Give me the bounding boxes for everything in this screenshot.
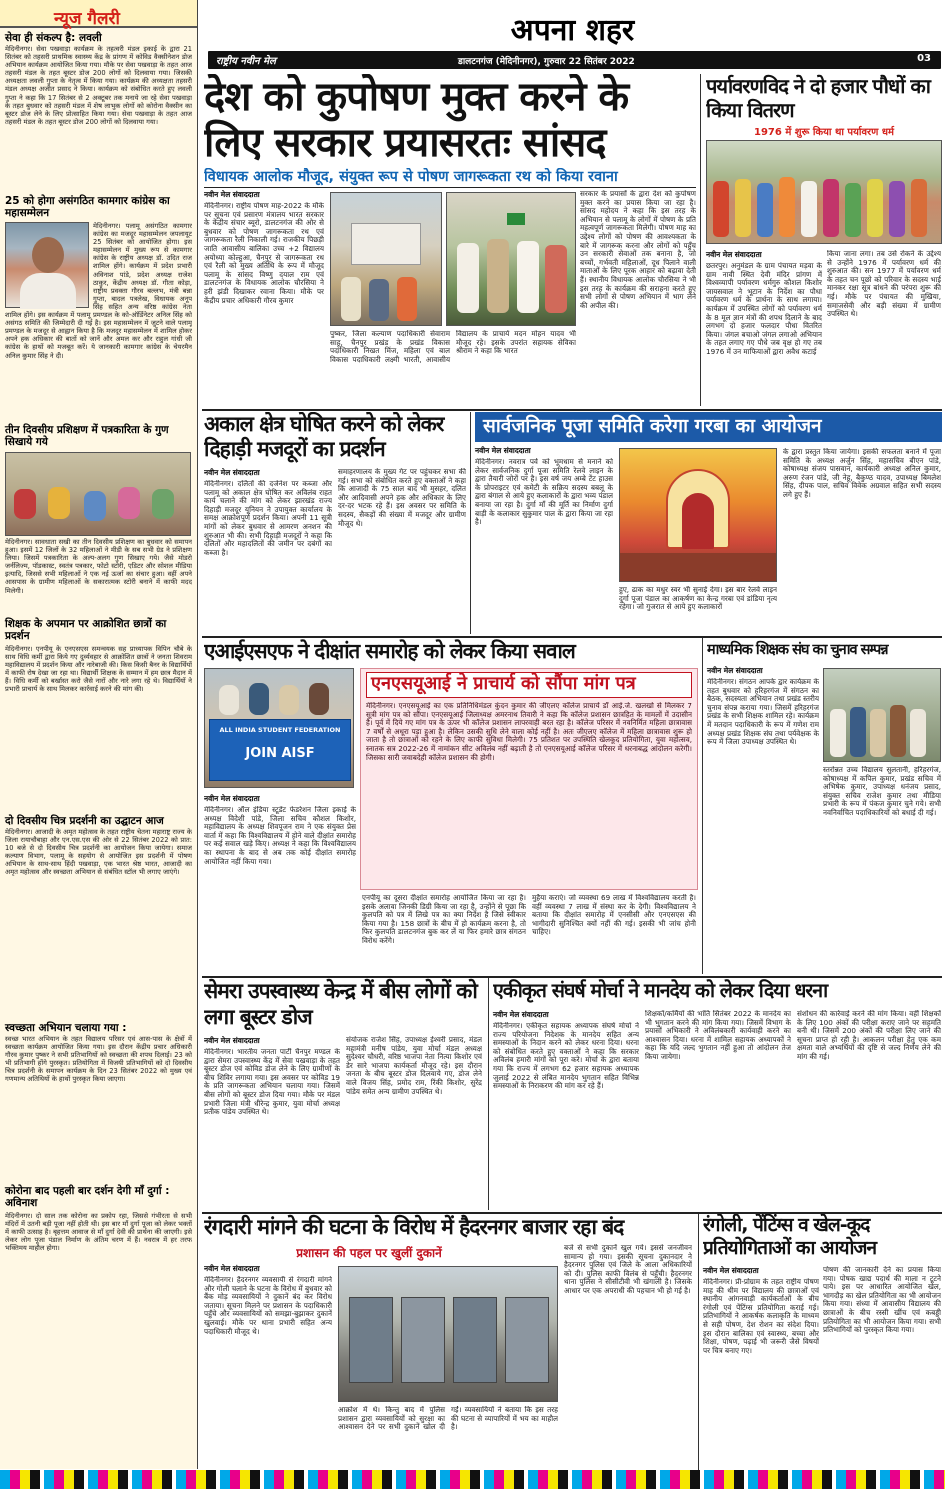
left-item-title: कोरोना बाद पहली बार दर्शन देगी माँ दुर्गा : अविनाश <box>5 1185 170 1209</box>
left-item-title: 25 को होगा असंगठित कामगार कांग्रेस का महासम्मेलन <box>5 195 170 219</box>
garba-story <box>470 412 942 634</box>
drought-byline: नवीन मेल संवाददाता <box>204 468 260 477</box>
garba-pandal-photo <box>619 448 777 582</box>
morcha-byline: नवीन मेल संवाददाता <box>493 1010 549 1019</box>
left-item-body: मेदिनीनगर। एनपीयू के एनएसएस समन्वयक सह प्राध्यापक विपिन चौबे के साथ विधि कर्मी द्वारा किये गए दुर्व्यवहार से आक्रोशित छात्रों ने जनता शिवराम महाविद्यालय में प्रदर्शन किया और नारेबाजी की। किस किसी बैनर के विद्यार्थियों में काफी रोष देखा जा रहा था। विद्यार्थी शिक्षक के सम्मान में हम छात्र मैदान में हैं। विधि कर्मी को बर्खास्त करो जैसे नारों और नारे लगा रहे थे। विद्यार्थियों ने प्रभारी प्राचार्य के साथ मिलकर कार्रवाई करने की मांग की। <box>5 645 192 694</box>
environment-story <box>700 74 942 406</box>
rangoli-col2: पोषण की जानकारी देने का प्रयास किया गया। पोषक खाद्य पदार्थ की माला न टूटने पाये। इस पर आधारित आयोजित खेल, भागदौड़ का खेल प्रतियोगिता का भी आयोजन किया गया। संध्या में आवासीय विद्यालय की छात्राओं के बीच रस्सी खींच एवं कबड्डी प्रतियोगिता का भी आयोजन किया गया। सभी प्रतिभागियों को पुरस्कृत किया गया। <box>823 1266 941 1335</box>
rangoli-col1: मेदिनीनगर। प्री-प्रोग्राम के तहत राष्ट्रीय पोषण माह की थीम पर विद्यालय की छात्राओं एवं स्थानीय आंगनवाड़ी कार्यकर्ताओं के बीच रंगोली एवं पेंटिंग्स प्रतियोगिता कराई गई। प्रतिभागियों ने आकर्षक कलाकृति के माध्यम से सही पोषण, देश रोशन का संदेश दिया। इस दौरान बालिका एवं स्वास्थ्य, बच्चा और शिक्षा, पोषण, पढ़ाई भी जरूरी जैसे विषयों पर चित्र बनाए गए। <box>703 1278 819 1355</box>
left-item-body: स्वच्छ भारत अभियान के तहत विद्यालय परिसर एवं आस-पास के क्षेत्रों में स्वच्छता कार्यक्रम आयोजित किया गया। इस दौरान केंद्रीय प्रचार अधिकारी गौरव कुमार पुष्कर ने सभी प्रतिभागियों को स्वच्छता की शपथ दिलाई। 23 को भी प्रतिभागी होंगे पुरस्कृत। प्रतियोगिता में विजयी प्रतिभागियों को दो दिवसीय चित्र प्रदर्शनी के समापन कार्यक्रम के दिन 23 सितंबर 2022 को मुख्य एवं गणमान्य अतिथियों के हाथों पुरस्कृत किया जाएगा। <box>5 1035 192 1084</box>
left-item-body: मेदिनीनगर। आजादी के अमृत महोत्सव के तहत राष्ट्रीय चेतना महाराष्ट्र राज्य के जिला रायाचौबाहा और एन.एस.एस की ओर से 22 सितंबर 2022 को प्रात: 10 बजे से दो दिवसीय चित्र प्रदर्शनी का आयोजन किया जायेगा। समाज कल्याण विभाग, पलामू के सहयोग से आयोजित इस प्रदर्शनी में पोषण अभियान के साथ-साथ हिंदी पखवाड़ा, एक भारत श्रेष्ठ भारत, आजादी का अमृत महोत्सव और स्वच्छता अभियान से संबंधित स्टॉल भी लगाए जाएंगे। <box>5 828 192 877</box>
rangoli-story <box>698 1214 942 1470</box>
rangoli-headline: रंगोली, पेंटिंग्स व खेल-कूद प्रतियोगिताओं का आयोजन <box>703 1214 877 1259</box>
left-item-body: मेदिनीनगर। दो साल तक कोरोना का प्रकोप रहा, जिससे गंभीरता से सभी मंदिरों में उतनी बड़ी पूजा नहीं होती थी। इस बार माँ दुर्गा पूजा को लेकर भक्तों में काफी उत्साह है। बृहत्तम आवाज से माँ दुर्गा देवी की प्रार्थना की जाएगी। इसे लेकर लोग पूजा पंडाल निर्माण के अंतिम चरण में हैं। नवरात्र में हर तरफ भक्तिमय माहौल होगा। <box>5 1212 192 1253</box>
teacher-union-byline: नवीन मेल संवाददाता <box>707 666 763 675</box>
left-item-title: शिक्षक के अपमान पर आक्रोशित छात्रों का प्रदर्शन <box>5 618 167 642</box>
bandh-headline: रंगदारी मांगने की घटना के विरोध में हैदरनगर बाजार रहा बंद <box>204 1215 624 1239</box>
teacher-union-headline: माध्यमिक शिक्षक संघ का चुनाव सम्पन्न <box>707 642 888 658</box>
nsui-body: मेदिनीनगर। एनएसयूआई का एक प्रतिनिधिमंडल कुंदन कुमार की जीएलए कॉलेज प्राचार्य डॉ आई.जे. खलखो से मिलकर 7 सूत्री मांग पत्र को सौंपा। एनएसयूआई जिलाध्यक्ष अमरनाथ तिवारी ने कहा कि कॉलेज प्रशासन छात्रहित के मामलों में उदासीन है। पूर्व में दिये गए मांग पत्र के ऊपर भी कॉलेज प्रशासन लापरवाही बरत रहा है। कॉलेज परिसर में नवनिर्मित महिला छात्रावास 7 वर्षों से अधूरा पड़ा हुआ है। लेकिन उसकी सुधि लेने वाला कोई नहीं है। अतः जीएलए कॉलेज में महिला छात्रावास शुरू हो जाता है तो छात्राओं को रहने के लिए काफी सुविधा मिलेगी। 75 प्रतिशत पर उपस्थिति खेलकूद प्रतियोगिता, युवा महोत्सव, स्नातक सत्र 2022-26 में नामांकन सीट अविलंब नहीं बढ़ाती है तो एनएसयूआई कॉलेज परिसर में धरनाबद्ध आंदोलन करेगी। जिसका सारी जवाबदेही कॉलेज प्रशासन की होगी। <box>366 702 692 762</box>
drought-headline: अकाल क्षेत्र घोषित करने को लेकर दिहाड़ी मजदूरों का प्रदर्शन <box>204 412 444 461</box>
aisf-col2: एनपीयू का दूसरा दीक्षांत समारोह आयोजित किया जा रहा है। इसके अलावा जिनकी डिग्री किया जा रहा है, उन्होंने से पूछा कि कुलपति को पत्र में लिखे पत्र का क्या निर्देश है जिसे स्वीकार किया गया है। 158 छात्रों के बीच में हो कार्यक्रम करना है, तो फिर कुलपति डालटनगंज बुक कर लें या फिर हमारे छात्र संगठन विरोध करेंगे। <box>362 894 526 945</box>
booster-headline: सेमरा उपस्वास्थ्य केन्द्र में बीस लोगों को लगा बूस्टर डोज <box>204 979 477 1029</box>
aisf-banner-text: ALL INDIA STUDENT FEDERATION <box>219 726 341 734</box>
lead-col1: मेदिनीनगर। राष्ट्रीय पोषण माह-2022 के मौके पर सूचना एवं प्रसारण मंत्रालय भारत सरकार के केंद्रीय संचार ब्यूरो, डालटनगंज की ओर से बुधवार को पोषण जागरूकता रथ एवं जागरूकता रैली निकाली गई। राजकीय पिछड़ी जाति आवासीय बालिका उच्च +2 विद्यालय अयोध्या कोल्हुआ, चैनपुर से जागरूकता रथ एवं रैली को मुख्य अतिथि के रूप में मौजूद पलामू के सांसद विष्णु दयाल राम एवं डालटनगंज के विधायक आलोक चौरसिया ने हरी झंडी दिखाकर रवाना किया। मौके पर केंद्रीय प्रचार अधिकारी गौरव कुमार <box>204 202 324 305</box>
lead-photo-flag <box>446 192 576 326</box>
morcha-col3: संशोधन की कार्रवाई करने की मांग किया। वहीं शिक्षकों के लिए 100 अंकों की परीक्षा कराए जाने पर सहमति बनी थी। जिसमें 200 अंकों की परीक्षा लिए जाने की सूचना प्राप्त हो रही है। आकलन परीक्षा हेतु एक कम क्षमता वाले अभ्यर्थियों की दृष्टि से जल्द निर्णय लेने की मांग की गई। <box>797 1010 941 1061</box>
bandh-col1: मेदिनीनगर। हैदरनगर व्यवसायी से रंगदारी मांगने और गोली चलाने के घटना के विरोध में बुधवार को बैंक मोड़ व्यवसायियों ने दुकानें बंद कर विरोध जताया। सूचना मिलने पर प्रशासन के पदाधिकारी पहुँचे और व्यवसायियों को समझा-बुझाकर दुकानें खुलवाई। मौके पर थाना प्रभारी सहित अन्य पदाधिकारी मौजूद थे। <box>204 1276 332 1336</box>
training-photo <box>5 452 191 536</box>
aisf-col1: मेदिनीनगर। ऑल इंडिया स्टूडेंट फेडरेशन जिला इकाई के अध्यक्ष विदेशी पांडे, जिला सचिव कौशल किशोर, महाविद्यालय के अध्यक्ष शिवपूजन राम ने एक संयुक्त प्रेस वार्ता में कहा कि विश्वविद्यालय में होने वाले दीक्षांत समारोह पर कई सवाल खड़े किए। अध्यक्ष ने कहा कि विश्वविद्यालय का स्थापना के बाद से अब तक कोई दीक्षांत समारोह आयोजित नहीं किया गया। <box>204 806 356 866</box>
environment-col2: किया जाना लगा। तब उसे रोकने के उद्देश्य से उन्होंने 1976 में पर्यावरण धर्म की शुरुआत की। सन 1977 में पर्यावरण धर्म के तहत चन पूछो को परिवार के सदस्य भाई मानकर रक्षा सूत्र बांधने की परंपरा शुरू की गई। मौके पर पंचायत की मुखिया, समाजसेवी और बड़ी संख्या में ग्रामीण उपस्थित थे। <box>827 250 941 319</box>
left-item-body: मेदिनीनगर। सेवा पखवाड़ा कार्यक्रम के तहत्वरी मंडल इकाई के द्वारा 21 सितंबर को तहसरी प्राथमिक स्वास्थ्य केंद्र के प्रांगण में कोविड वैक्सीनेशन डोज अभियान कार्यक्रम आयोजित किया गया। मौके पर सेवा पखवाड़ा के तहत आज तहसरी मंडल के तहत बूस्टर डोज 200 लोगों को दिलवाया गया। जिसकी अध्यक्षता लवली गुप्ता के नेतृत्व में किया गया। कार्यक्रम की अध्यक्षता तहसरी मंडल अध्यक्ष अजीत प्रसाद ने किया। कार्यक्रम को संबोधित करते हुए लवली गुप्ता ने कहा कि 17 सितंबर से 2 अक्टूबर तक मनाये जा रहे सेवा पखवाड़ा के तहत बुधवार को तहसरी मंडल में शेष लाभुक लोगों को कोरोना वैक्सीन का बूस्टर डोज लेने के लिए प्रोत्साहित किया गया। सेवा पखवाड़ा के तहत आज तहसरी मंडल के तहत बूस्टर डोज 200 लोगों को दिलवाया गया। <box>5 45 192 126</box>
teacher-union-photo <box>823 668 941 762</box>
aisf-story <box>204 638 698 974</box>
masthead <box>200 0 945 72</box>
lead-photo-caption: पुष्कर, जिला कल्याण पदाधिकारी सेवाराम साहू, चैनपुर प्रखंड के प्रखंड विकास पदाधिकारी निखत मिंज, महिला एवं बाल विकास पदाधिकारी लक्ष्मी भारती, आवासीय विद्यालय के प्राचार्य मदन मोहन यादव भी मौजूद रहे। इसके उपरांत सहायक सेविका श्रीराम ने कहा कि भारत <box>330 330 576 364</box>
booster-story <box>204 978 484 1210</box>
paper-logo: राष्ट्रीय नवीन मेल <box>216 56 276 67</box>
left-item-title: तीन दिवसीय प्रशिक्षण में पत्रकारिता के गुण सिखाये गये <box>5 424 169 448</box>
news-gallery-title: न्यूज गैलरी <box>54 9 120 29</box>
nsui-headline: एनएसयूआई ने प्राचार्य को सौंपा मांग पत्र <box>366 672 692 698</box>
lead-headline: देश को कुपोषण मुक्त करने के लिए सरकार प्रयासरतः सांसद <box>204 74 629 166</box>
environment-col1: छतरपुर। अनुमंडल के ग्राम पंचायत मड़वा के ग्राम नावी स्थित देवी मंदिर प्रांगण में विश्वव्यापी पर्यावरण धर्मगुरु कौशल किशोर जायसवाल ने भूटान के निर्देश का पौधा पर्यावरण धर्म के प्रार्थना के साथ लगाया। कार्यक्रम में उपस्थित लोगों को पर्यावरण धर्म के 8 मूल ज्ञान मंत्रों की शपथ दिलाने के बाद लगभग दो हजार फलदार पौधा वितरित किया। जंगल बचाओ जंगल लगाओ अभियान के तहत लगाए गए पौधे जब वृक्ष हो गए तब 1976 में उन माफियाओं द्वारा अवैध कटाई <box>706 262 822 356</box>
color-strip <box>0 1470 945 1489</box>
booster-col2: संयोजक राजेश सिंह, उपाध्यक्ष ईश्वरी प्रसाद, मंडल महामंत्री मनीष पांडेय, युवा मोर्चा मंडल अध्यक्ष सुदेश्वर चौधरी, वरिष्ठ भाजपा नेता नित्या किशोर एवं डेर सारे भाजपा कार्यकर्ता मौजूद रहे। इस दौरान जनता के बीच बूस्टर डोज दिलवाये गए, डोज लेने वाले विजय सिंह, प्रमोद राम, रिंकी किशोर, सुरेंद्र पांडेय समेत अन्य ग्रामीण उपस्थित थे। <box>346 1036 482 1096</box>
booster-byline: नवीन मेल संवाददाता <box>204 1036 260 1045</box>
environment-headline: पर्यावरणविद ने दो हजार पौधों का किया वितरण <box>706 74 930 122</box>
aisf-byline: नवीन मेल संवाददाता <box>204 794 260 803</box>
lead-subhead: विधायक आलोक मौजूद, संयुक्त रूप से पोषण जागरूकता रथ को किया रवाना <box>204 168 696 188</box>
teacher-union-story <box>702 638 942 974</box>
aisf-banner-join: JOIN AISF <box>245 746 315 761</box>
news-gallery-header <box>0 0 197 28</box>
news-gallery-column <box>0 0 198 1469</box>
aisf-col3: मुहैया कराएं। जो व्यवस्था 69 लाख में विश्वविद्यालय करती है। वहीं व्यवस्था 7 लाख में संस्था कर के देगी। विश्वविद्यालय ने बताया कि दीक्षांत समारोह में एनसीसी और एनएसएस की भागीदारी सुनिश्चित क्यों नहीं की गई। इसकी भी जांच होनी चाहिए। <box>532 894 696 937</box>
environment-byline: नवीन मेल संवाददाता <box>706 250 762 259</box>
masthead-bar <box>208 51 941 69</box>
environment-photo <box>706 140 942 244</box>
bandh-col2: आक्रोश में थे। किन्तु बाद में पुलिस प्रशासन द्वारा व्यवसायियों को सुरक्षा का आश्वासन देने पर सभी दुकानें खोल दी गईं। व्यवसायियों ने बताया कि इस तरह की घटना से व्यापारियों में भय का माहौल है। <box>338 1406 558 1432</box>
rangoli-byline: नवीन मेल संवाददाता <box>703 1266 759 1275</box>
drought-col2: समाहरणालय के मुख्य गेट पर पहुंचकर सभा की गई। सभा को संबोधित करते हुए वक्ताओं ने कहा कि आजादी के 75 साल बाद भी मुसहर, दलित और आदिवासी अपने हक और अधिकार के लिए दर-दर भटक रहे हैं। इस अवसर पर समिति के सदस्य, सैकड़ों की संख्या में मजदूर और ग्रामीण मौजूद थे। <box>338 468 466 528</box>
bandh-photo <box>338 1266 558 1402</box>
garba-byline: नवीन मेल संवाददाता <box>475 446 531 455</box>
section-title: अपना शहर <box>510 13 635 48</box>
garba-col1: मेदिनीनगर। नवरात्र पर्व को भूमधाम से मनाने को लेकर सार्वजनिक दुर्गा पूजा समिति रेलवे लाइन के द्वारा तैयारी जोरों पर है। इस वर्ष जय अम्बे टेंट हाउस के प्रोपराइटर एवं कमेटी के सक्रिय सदस्य बबलू के द्वारा बंगाल से आये हुए कलाकारों के द्वारा भव्य पंडाल बनाया जा रहा है। दुर्गा माँ की मूर्ति का निर्माण दुर्गा बाड़ी के कलाकार सुकुमार पाल के द्वारा किया जा रहा है। <box>475 458 613 527</box>
lead-story <box>204 74 696 406</box>
teacher-union-col1: मेदिनीनगर। संगठन आपके द्वार कार्यक्रम के तहत बुधवार को हरिहरगंज में संगठन का बैठक, सदस्यता अभियान तथा प्रखंड स्तरीय चुनाव संपन्न कराया गया। जिसमें हरिहरगंज प्रखंड के सभी शिक्षक शामिल रहे। कार्यक्रम में मतदान पदाधिकारी के रूप में गणेश राम अध्यक्ष प्रखंड शिक्षक संघ तथा पर्यवेक्षक के रूप में जिला उपाध्यक्ष उपस्थित थे। <box>707 678 819 747</box>
nsui-story <box>360 668 698 890</box>
dateline: डालटनगंज (मेदिनीनगर), गुरुवार 22 सितंबर 2022 <box>458 57 635 67</box>
page-number: 03 <box>917 53 931 64</box>
booster-col1: मेदिनीनगर। भारतीय जनता पार्टी चैनपुर मण्डल के द्वारा सेमरा उपस्वास्थ्य केंद्र में सेवा पखवाड़ा के तहत बूस्टर डोज एवं कोविड डोज लेने के लिए ग्रामीणों के बीच शिविर लगाया गया। इस अवसर पर कोविड 19 के प्रति जागरूकता अभियान चलाया गया। जिसमें बीस लोगों को बूस्टर डोज दिया गया। मौके पर मंडल प्रभारी जिला मंत्री धीरेन्द्र कुमार, युवा मोर्चा अध्यक्ष प्रतीक पांडेय उपस्थित थे। <box>204 1048 340 1117</box>
garba-col2: हुए, ढाक का मधुर स्वर भी सुनाई देगा। इस बार रेलवे लाइन दुर्गा पूजा पंडाल का आकर्षण का केन्द्र गरबा एवं डांडिया नृत्य रहेगा। जो गुजरात से आये हुए कलाकारों <box>619 586 777 612</box>
left-item-title: सेवा ही संकल्प है: लवली <box>5 32 102 44</box>
morcha-story <box>488 978 942 1210</box>
environment-subhead: 1976 में शुरू किया था पर्यावरण धर्म <box>754 127 894 138</box>
left-item-body: मेदिनीनगर। पलामू असंगठित कामगार कांग्रेस का मजदूर महासम्मेलन जपलायूट 25 सितंबर को आयोजित होगा। इस महासम्मेलन में मुख्य रूप से कामगार कांग्रेस के राष्ट्रीय अध्यक्ष डॉ. उदित राज शामिल होंगे। कार्यक्रम में प्रदेश प्रभारी अविनाश पांडे, प्रदेश अध्यक्ष राजेश ठाकुर, केंद्रीय अध्यक्ष डॉ. गीता कोड़ा, राष्ट्रीय प्रवक्ता गौरव बल्लभ, मंत्री बन्ना गुप्ता, बादल पत्रलेख, विधायक अनूप सिंह सहित अन्य वरिष्ठ कांग्रेस नेता शामिल होंगे। इस कार्यक्रम में पलामू प्रमण्डल के को-ऑर्डिनेटर अनिल सिंह को असंगठ समिति की जिम्मेदारी दी गई है। इस महासम्मेलन में जुटने वाले पलामू प्रमण्डल के मजदूर से आह्वान किया है कि मजदूर महासम्मेलन में शामिल होकर अपने हक अधिकार की बातों को जानें और अमल कर और राहुल गांधी जी कांग्रेस के हाथों को मजबूत करें। ये जानकारी कामगार कांग्रेस के चेयरमैन अनिल कुमार सिंह ने दी। <box>5 222 192 360</box>
left-item-body: मेदिनीनगर। सावधाता सखी का तीन दिवसीय प्रशिक्षण का बुधवार को समापन हुआ। इसमें 12 जिलों के 32 महिलाओं ने मीडी के सब सभी ग्रेड ने प्रशिक्षण लिया। जिसमें पत्रकारिता के अल्प-अलग गुण सिखाए गये। जैसे मोडरो जर्नलिज्म, पॉडकास्ट, स्वतंत्र पत्रकार, फोटो स्टोरी, एडिटर और सोशल मीडिया इत्यादि, जिससे सभी महिलाओं ने एक नई ऊर्जा का संचार हुआ। वहीं अपने आसपास के ग्रामीण महिलाओं के सकारात्मक स्टोरी बनाने में काफी मदद मिलेगी। <box>5 538 192 595</box>
lead-col3: सरकार के प्रयासों के द्वारा देश को कुपोषण मुक्त करने का प्रयास किया जा रहा है। सांसद महोदय ने कहा कि इस तरह के अभियान से पलामू के लोगों में पोषण के प्रति महत्वपूर्ण जागरूकता मिलेगी। पोषण माह का उद्देश्य लोगों को पोषण की आवश्यकता के बारे में जागरूक करना और लोगों को पहुँच उन सरकारी सेवाओं तक बनाना है, जो बच्चों, गर्भवती महिलाओं, दूध पिलाने वाली माताओं के लिए पूरक आहार को बढ़ावा देती हैं। स्थानीय विधायक आलोक चौरसिया ने भी इस तरह के कार्यक्रम की सराहना करते हुए सभी लोगों से पोषण अभियान में भाग लेने की अपील की। <box>580 190 696 310</box>
lead-photo-rally <box>330 192 442 326</box>
aisf-photo <box>204 668 354 788</box>
bandh-story <box>204 1214 694 1470</box>
bandh-col3: बजे से सभी दुकानें खुल गये। इससे जनजीवन सामान्य हो गया। इसकी सूचना दुकानदार ने हैदरनगर पुलिस एवं जिले के आला अधिकारियों को दी। पुलिस काफी विलंब से पहुँची। हैदरनगर थाना पुलिस ने सीसीटीवी भी खंगाली है। जिसके आधार पर एक अपराधी की पहचान भी हो गई है। <box>564 1244 692 1295</box>
lead-byline: नवीन मेल संवाददाता <box>204 190 260 199</box>
bandh-byline: नवीन मेल संवाददाता <box>204 1264 260 1273</box>
morcha-col2: शिक्षकों/कर्मियों की भांति सितंबर 2022 के मानदेय का भी भुगतान करने की मांग किया गया। जिसमें विभाग के प्रयासों अभिकारी ने अविलंबकारी कार्यवाही करने का आश्वासन दिया। धरना में शामिल सहायक अध्यापकों ने कहा कि यदि जल्द भुगतान नहीं हुआ तो आंदोलन तेज किया जायेगा। <box>645 1010 791 1061</box>
left-item-title: दो दिवसीय चित्र प्रदर्शनी का उद्घाटन आज <box>5 815 164 827</box>
left-item-title: स्वच्छता अभियान चलाया गया : <box>5 1022 127 1034</box>
person-photo <box>5 222 89 308</box>
bandh-subhead: प्रशासन की पहल पर खुलीं दुकानें <box>296 1246 442 1260</box>
aisf-headline: एआईएसएफ ने दीक्षांत समारोह को लेकर किया सवाल <box>204 639 575 663</box>
teacher-union-col2: स्तरोन्नत उच्च विद्यालय सुलतानी, हरिहरगंज, कोषाध्यक्ष में कपिल कुमार, प्रखंड सचिव में अभिषेक कुमार, उपाध्यक्ष धनंजय प्रसाद, संयुक्त सचिव राजेश कुमार तथा मीडिया प्रभारी के रूप में पंकज कुमार चुने गये। सभी नवनिर्वाचित पदाधिकारियों को बधाई दी गई। <box>823 766 941 817</box>
garba-col3: के द्वारा प्रस्तुत किया जायेगा। इसकी सफलता बनाने में पूजा समिति के अध्यक्ष अर्जुन सिंह, महासचिव बीएन पांडे, कोषाध्यक्ष संजय पासवान, कार्यकारी अध्यक्ष अनिल कुमार, अरुण रंजन पांडे, जी नेहू, बैकुण्ठ यादव, उपाध्यक्ष बिमलेश सिंह, दीपक पाल, सचिव विवेक अग्रवाल सहित सभी सदस्य लगे हुए हैं। <box>783 448 941 499</box>
aisf-banner <box>209 719 351 781</box>
drought-story <box>204 412 466 634</box>
morcha-col1: मेदिनीनगर। एकीकृत सहायक अध्यापक संघर्ष मोर्चा ने राज्य परियोजना निदेशक के मानदेय सहित अन्य समस्याओं के निदान करने को लेकर धरना दिया। धरना को संबोधित करते हुए वक्ताओं ने कहा कि सरकार अविलंब हमारी मांगों को पूरा करे। मोर्चा के द्वारा बताया गया कि राज्य में लगभग 62 हजार सहायक अध्यापक जुलाई 2022 से लंबित मानदेय भुगतान सहित विभिन्न समस्याओं के निराकरण की मांग कर रहे हैं। <box>493 1022 639 1091</box>
morcha-headline: एकीकृत संघर्ष मोर्चा ने मानदेय को लेकर दिया धरना <box>493 979 828 1002</box>
drought-col1: मेदिनीनगर। दलितों की दर्जनेश पर कब्जा और पलामू को अकाल क्षेत्र घोषित कर अविलंब राहत कार्य चलाने की मांग को लेकर झारखंड राज्य दिहाड़ी मजदूर यूनियन ने उपायुक्त कार्यालय के समक्ष आक्रोशपूर्ण प्रदर्शन किया। अपनी 11 सूत्री मांगों को लेकर बुधवार से आमरण अनशन की शुरुआत भी की। सभी दिहाड़ी मजदूरों ने कहा कि दलितों और महादलितों की जमीन पर दबंगों का कब्जा है। <box>204 480 332 557</box>
garba-headline: सार्वजनिक पूजा समिति करेगा गरबा का आयोजन <box>475 412 942 442</box>
